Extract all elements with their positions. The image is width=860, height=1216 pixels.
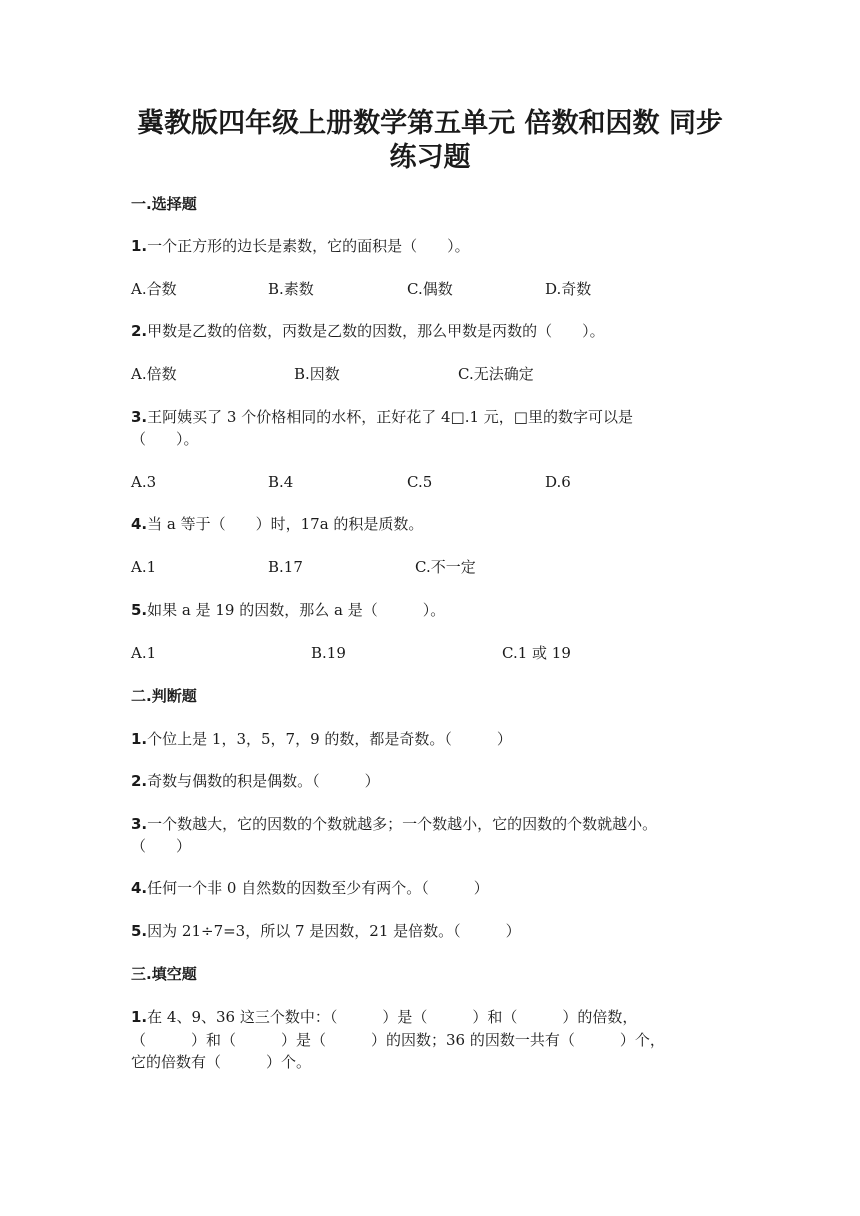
question-2 <box>131 321 605 341</box>
q2-option-a: A.倍数 <box>131 365 177 383</box>
q2-option-b: B.因数 <box>294 365 340 383</box>
question-4 <box>131 514 423 534</box>
page-title-line1: 冀教版四年级上册数学第五单元 倍数和因数 同步 <box>137 108 723 139</box>
question-text: 一个数越大，它的因数的个数就越多；一个数越小，它的因数的个数就越小。 <box>147 815 658 833</box>
question-3 <box>131 407 633 427</box>
q5-option-a: A.1 <box>131 644 157 662</box>
question-number: 1. <box>131 730 148 748</box>
question-text: 在 4、9、36 这三个数中：（ ）是（ ）和（ ）的倍数， <box>147 1008 638 1026</box>
section-fill-heading: 三.填空题 <box>131 965 197 983</box>
question-number: 1. <box>131 237 148 255</box>
judge-1 <box>131 729 512 749</box>
q1-option-b: B.素数 <box>268 280 314 298</box>
question-3-continued: （ ）。 <box>131 430 199 448</box>
question-number: 4. <box>131 515 148 533</box>
question-number: 2. <box>131 772 148 790</box>
q5-option-b: B.19 <box>311 644 346 662</box>
page-title-line2: 练习题 <box>389 142 471 173</box>
question-text: 如果 a 是 19 的因数，那么 a 是（ ）。 <box>147 601 446 619</box>
question-text: 任何一个非 0 自然数的因数至少有两个。（ ） <box>147 879 489 897</box>
question-number: 4. <box>131 879 148 897</box>
question-1 <box>131 236 470 256</box>
q3-option-a: A.3 <box>131 473 157 491</box>
question-5 <box>131 600 445 620</box>
question-number: 3. <box>131 408 148 426</box>
question-number: 1. <box>131 1008 148 1026</box>
section-judge-heading: 二.判断题 <box>131 687 197 705</box>
section-choice-heading: 一.选择题 <box>131 195 197 213</box>
judge-4 <box>131 878 489 898</box>
q4-option-c: C.不一定 <box>415 558 476 576</box>
question-number: 3. <box>131 815 148 833</box>
question-number: 2. <box>131 322 148 340</box>
question-text: 个位上是 1，3，5，7，9 的数，都是奇数。（ ） <box>147 730 512 748</box>
q1-option-c: C.偶数 <box>407 280 453 298</box>
judge-5 <box>131 921 521 941</box>
q3-option-c: C.5 <box>407 473 433 491</box>
fill-1-continued-2: 它的倍数有（ ）个。 <box>131 1053 312 1071</box>
judge-3 <box>131 814 657 834</box>
question-text: 当 a 等于（ ）时，17a 的积是质数。 <box>147 515 424 533</box>
fill-1-continued: （ ）和（ ）是（ ）的因数；36 的因数一共有（ ）个， <box>131 1031 665 1049</box>
question-number: 5. <box>131 601 148 619</box>
q2-option-c: C.无法确定 <box>458 365 534 383</box>
question-text: 一个正方形的边长是素数，它的面积是（ ）。 <box>147 237 470 255</box>
question-text: 甲数是乙数的倍数，丙数是乙数的因数，那么甲数是丙数的（ ）。 <box>147 322 605 340</box>
judge-3-continued: （ ） <box>131 837 192 855</box>
q3-option-d: D.6 <box>545 473 571 491</box>
q5-option-c: C.1 或 19 <box>502 644 571 662</box>
q4-option-b: B.17 <box>268 558 303 576</box>
question-text: 王阿姨买了 3 个价格相同的水杯，正好花了 4□.1 元，□里的数字可以是 <box>147 408 633 426</box>
q3-option-b: B.4 <box>268 473 294 491</box>
fill-1 <box>131 1007 637 1027</box>
q1-option-d: D.奇数 <box>545 280 592 298</box>
q4-option-a: A.1 <box>131 558 157 576</box>
q1-option-a: A.合数 <box>131 280 177 298</box>
judge-2 <box>131 771 380 791</box>
question-number: 5. <box>131 922 148 940</box>
question-text: 因为 21÷7=3，所以 7 是因数，21 是倍数。（ ） <box>147 922 521 940</box>
question-text: 奇数与偶数的积是偶数。（ ） <box>147 772 380 790</box>
